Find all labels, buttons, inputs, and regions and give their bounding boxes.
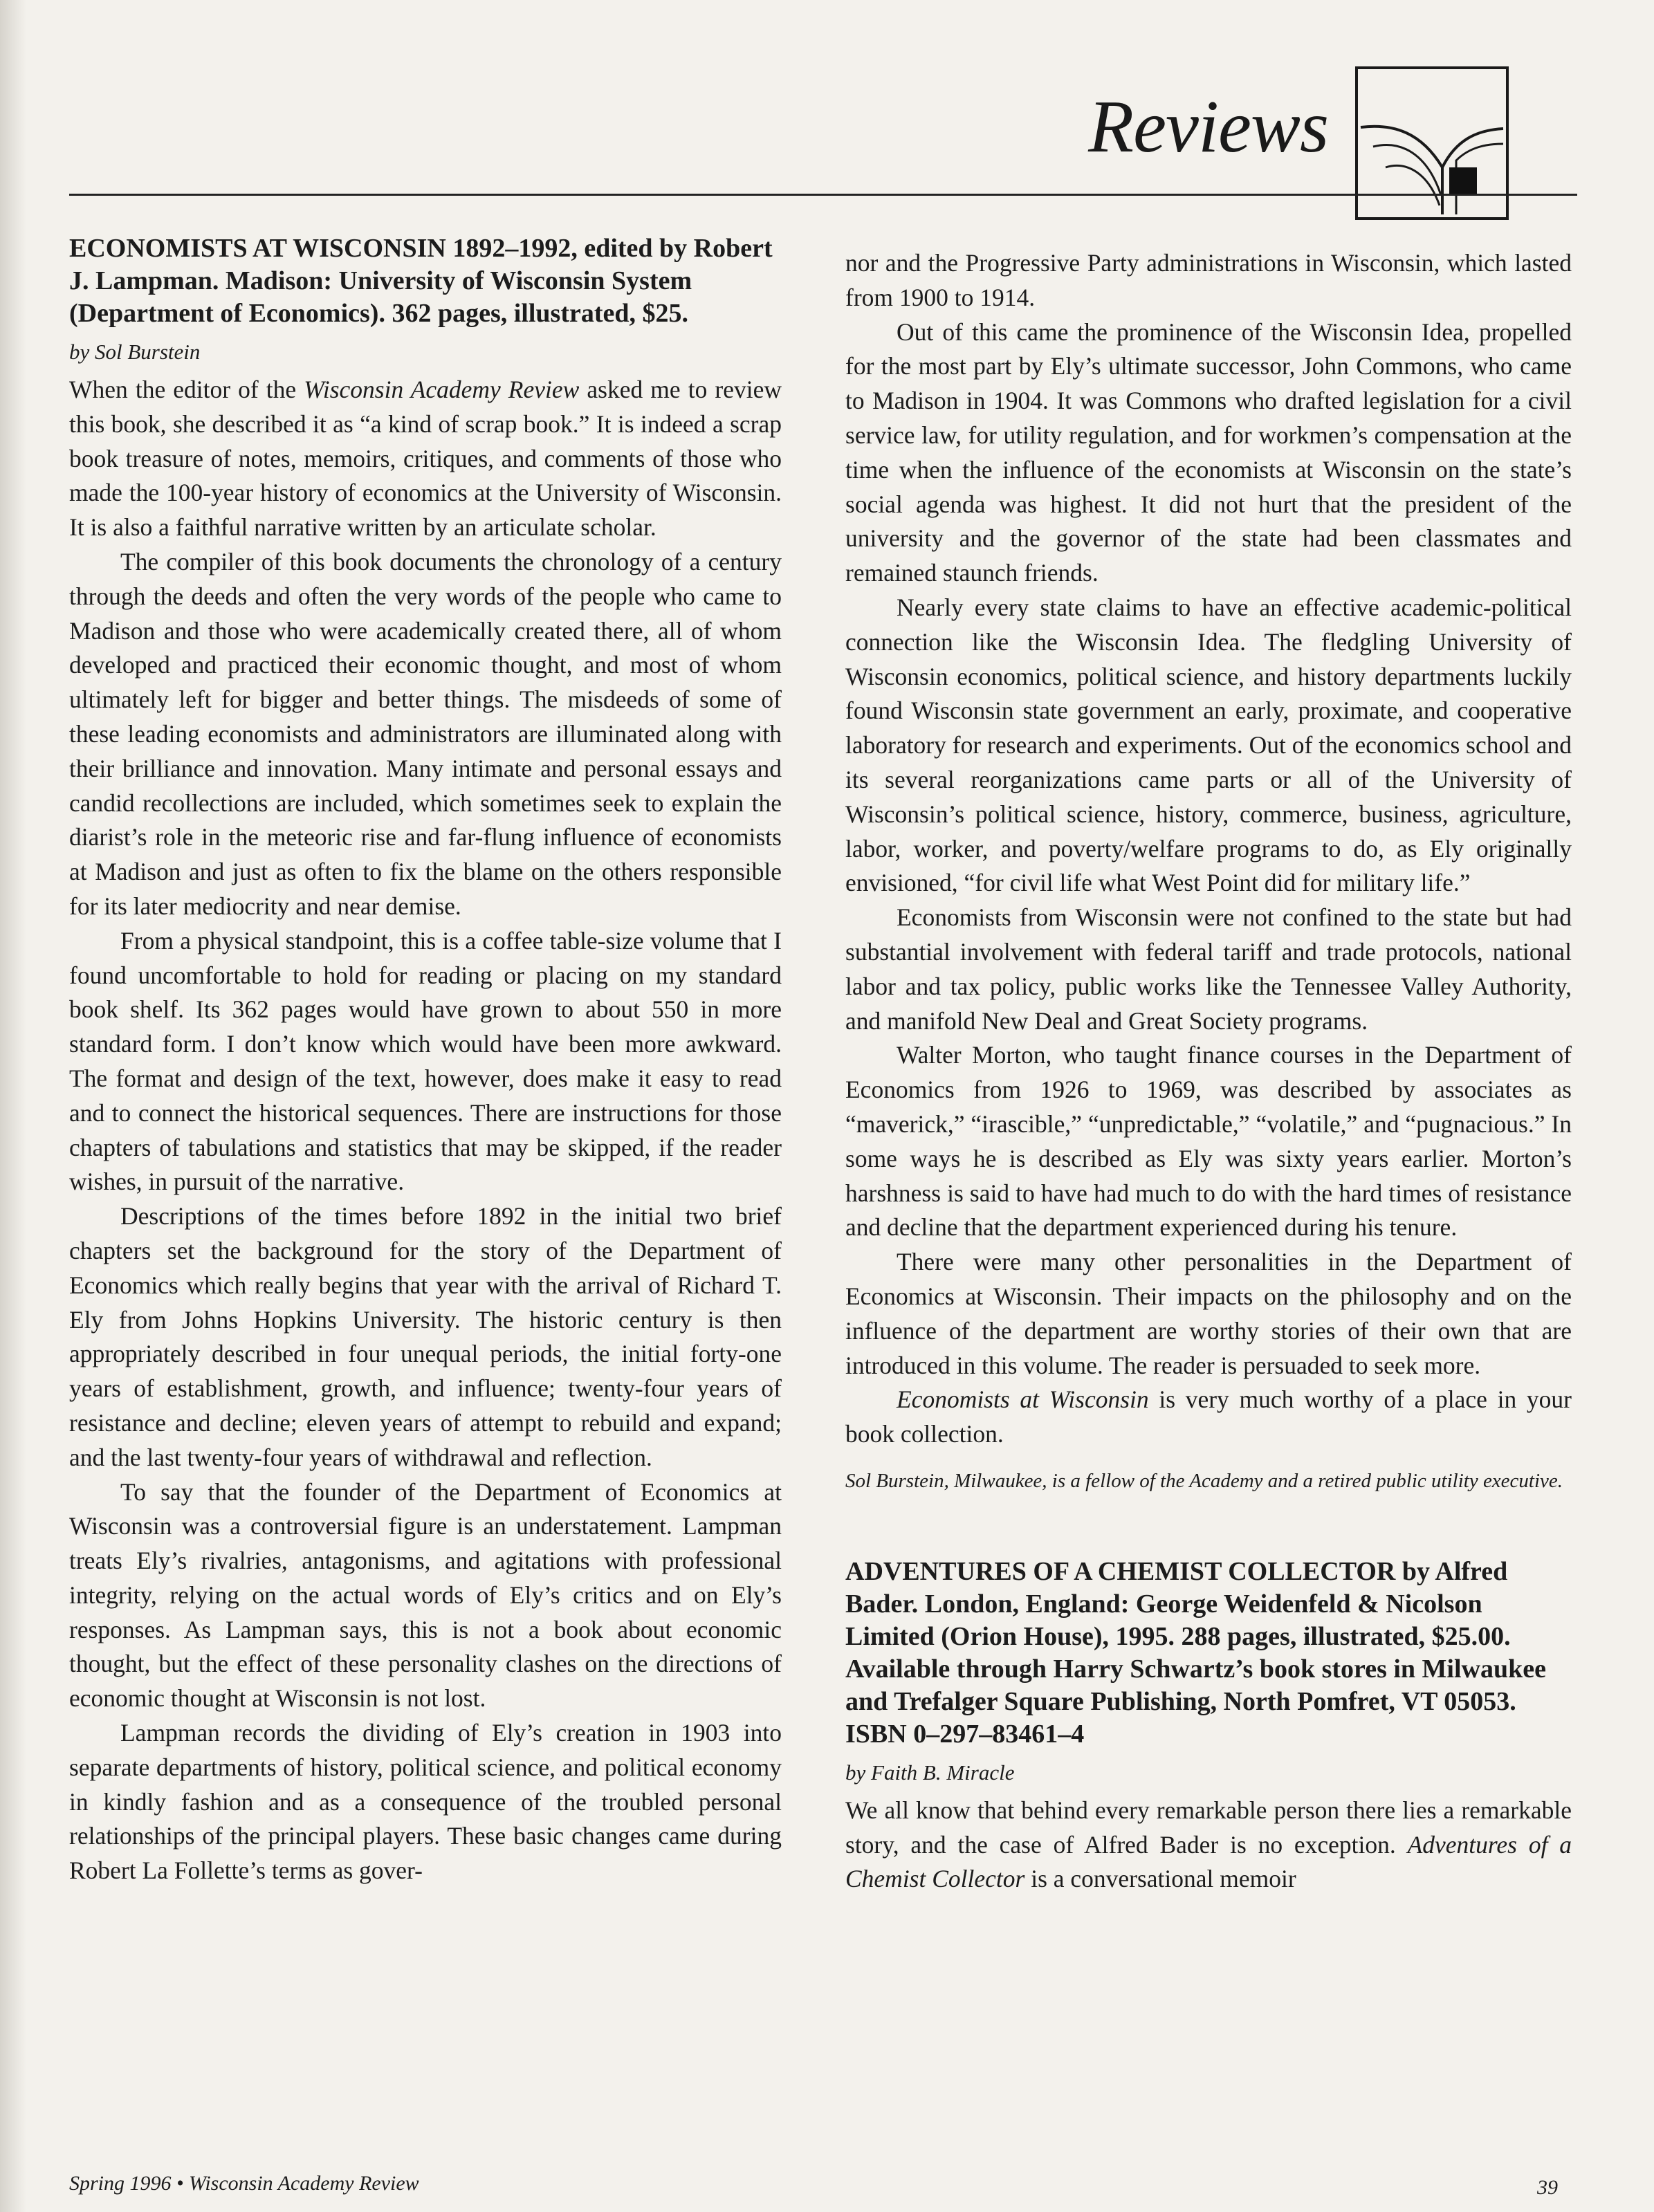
review-byline-burstein: by Sol Burstein: [69, 340, 201, 364]
review-byline-miracle: by Faith B. Miracle: [845, 1760, 1015, 1785]
left-column: [69, 232, 782, 1888]
paragraph-14: We all know that behind every remarkable person there lies a remarkable story, and the case of Alfred Bader is no exception. Adventures of a Chemist Collector is a conversational memoir: [845, 1796, 1572, 1893]
paragraph-12: There were many other personalities in the Department of Economics at Wisconsin. Their impacts on the philosophy and on the influence of the department are worthy stories of their own that are introduced in this volume. The reader is persuaded to seek more.: [845, 1248, 1572, 1379]
paragraph-10: Economists from Wisconsin were not confined to the state but had substantial involvement with federal tariff and trade protocols, national labor and tax policy, public works like the Tennessee Valley Authority, and manifold New Deal and Great Society programs.: [845, 903, 1572, 1035]
footer-issue: Spring 1996 • Wisconsin Academy Review: [69, 2172, 419, 2195]
paragraph-5: To say that the founder of the Department of Economics at Wisconsin was a controversial figure is an understatement. Lampman treats Ely’s rivalries, antagonisms, and agitations with professional integrity, relying on the actual words of Ely’s critics and on Ely’s responses. As Lampman says, this is not a book about economic thought, but the effect of these personality clashes on the directions of economic thought at Wisconsin is not lost.: [69, 1477, 782, 1713]
review-heading-chemist: ADVENTURES OF A CHEMIST COLLECTOR by Alfred Bader. London, England: George Weidenfeld & Nicolson Limited (Orion House), 1995. 288 pages, illustrated, $25.00. Available through Harry Schwartz’s book stores in Milwaukee and Trefalger Square Publishing, North Pomfret, VT 05053. ISBN 0–297–83461–4: [845, 1556, 1546, 1749]
paragraph-7: nor and the Progressive Party administrations in Wisconsin, which lasted from 1900 to 1914.: [845, 249, 1572, 311]
journal-title: Wisconsin Academy Review: [304, 376, 580, 403]
open-book-logo-icon: [1352, 64, 1511, 223]
section-title: Reviews: [1088, 86, 1328, 168]
paragraph-8: Out of this came the prominence of the Wisconsin Idea, propelled for the most part by Ely’s ultimate successor, John Commons, who came to Madison in 1904. It was Commons who drafted legislation for a civil service law, for utility regulation, and for workmen’s compensation at the time when the influence of the economists at Wisconsin on the state’s social agenda was highest. It did not hurt that the president of the university and the governor of the state had been classmates and remained staunch friends.: [845, 317, 1572, 587]
header-rule: [69, 194, 1577, 196]
paragraph-9: Nearly every state claims to have an effective academic-political connection like the Wisconsin Idea. The fledgling University of Wisconsin economics, political science, and history departments luckily found Wisconsin state government an early, proximate, and cooperative laboratory for research and experiments. Out of the economics school and its several reorganizations came parts or all of the University of Wisconsin’s political science, history, commerce, business, agriculture, labor, worker, and poverty/welfare programs to do, as Ely originally envisioned, “for civil life what West Point did for military life.”: [845, 593, 1572, 897]
paragraph-2: The compiler of this book documents the chronology of a century through the deeds and often the very words of the people who came to Madison and those who were academically created there, all of whom developed and practiced their economic thought, and most of whom ultimately left for bigger and better things. The misdeeds of some of these leading economists and administrators are illuminated along with their brilliance and innovation. Many intimate and personal essays and candid recollections are included, which sometimes seek to explain the diarist’s role in the meteoric rise and far-flung influence of economists at Madison and just as often to fix the blame on the others responsible for its later mediocrity and near demise.: [69, 547, 782, 920]
author-note: Sol Burstein, Milwaukee, is a fellow of the Academy and a retired public utility executive.: [845, 1469, 1563, 1492]
review-heading-economists: ECONOMISTS AT WISCONSIN 1892–1992, edited by Robert J. Lampman. Madison: University of Wisconsin System (Department of Economics). 362 pages, illustrated, $25.: [69, 234, 773, 328]
paragraph-6: Lampman records the dividing of Ely’s creation in 1903 into separate departments of history, political science, and political economy in kindly fashion and as a consequence of the troubled personal relationships of the principal players. These basic changes came during Robert La Follette’s terms as gover-: [69, 1719, 782, 1885]
page-number: 39: [1537, 2176, 1558, 2199]
paragraph-4: Descriptions of the times before 1892 in the initial two brief chapters set the background for the story of the Department of Economics which really begins that year with the arrival of Richard T. Ely from Johns Hopkins University. The historic century is then appropriately described in four unequal periods, the initial forty-one years of establishment, growth, and influence; twenty-four years of resistance and decline; eleven years of attempt to rebuild and expand; and the last twenty-four years of withdrawal and reflection.: [69, 1202, 782, 1471]
paragraph-13: Economists at Wisconsin is very much worthy of a place in your book collection.: [845, 1385, 1572, 1448]
paragraph-11: Walter Morton, who taught finance courses in the Department of Economics from 1926 to 1969, was described by associates as “maverick,” “irascible,” “unpredictable,” “volatile,” and “pugnacious.” In some ways he is described as Ely was sixty years earlier. Morton’s harshness is said to have had much to do with the hard times of resistance and decline that the department experienced during his tenure.: [845, 1041, 1572, 1242]
book-title: Economists at Wisconsin: [897, 1385, 1149, 1414]
page-gutter-shadow: [0, 0, 26, 2212]
right-column: [845, 246, 1572, 1897]
memoir-title: Adventures of a Chemist Collector: [845, 1830, 1572, 1893]
paragraph-3: From a physical standpoint, this is a coffee table-size volume that I found uncomfortable to hold for reading or placing on my standard book shelf. Its 362 pages would have grown to about 550 in more standard form. I don’t know which would have been more awkward. The format and design of the text, however, does make it easy to read and to connect the historical sequences. There are instructions for those chapters of tabulations and statistics that may be skipped, if the reader wishes, in pursuit of the narrative.: [69, 926, 782, 1196]
paragraph-1: When the editor of the Wisconsin Academy Review asked me to review this book, she described it as “a kind of scrap book.” It is indeed a scrap book treasure of notes, memoirs, critiques, and comments of those who made the 100-year history of economics at the University of Wisconsin. It is also a faithful narrative written by an articulate scholar.: [69, 376, 782, 542]
